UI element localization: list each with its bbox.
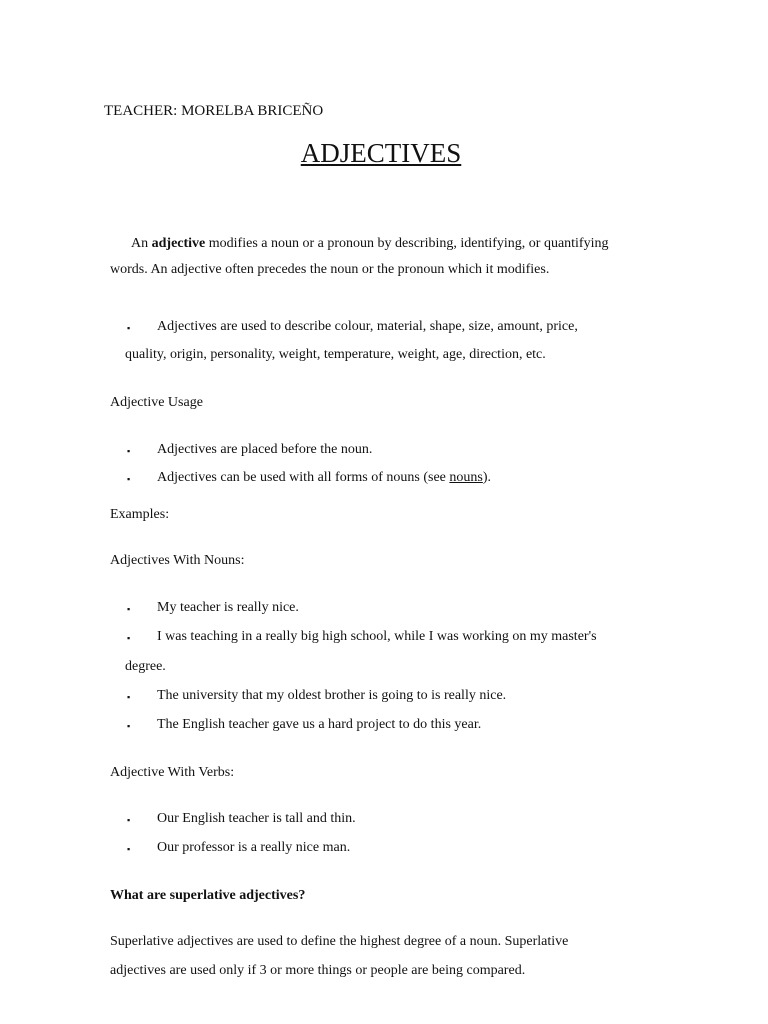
describe-line-2: quality, origin, personality, weight, temperature, weight, age, direction, etc. <box>125 347 546 362</box>
bullet-icon: ▪ <box>127 633 131 643</box>
examples-label: Examples: <box>110 507 170 522</box>
nouns-item-1: My teacher is really nice. <box>157 600 299 615</box>
describe-line-1: Adjectives are used to describe colour, material, shape, size, amount, price, <box>157 319 578 334</box>
nouns-item-3: The university that my oldest brother is going to is really nice. <box>157 688 507 703</box>
intro-line-2: words. An adjective often precedes the noun or the pronoun which it modifies. <box>110 262 550 277</box>
verbs-item-2: Our professor is a really nice man. <box>157 840 351 855</box>
intro-prefix: An <box>131 236 152 251</box>
page-title: ADJECTIVES <box>300 138 462 168</box>
superlative-line-2: adjectives are used only if 3 or more things or people are being compared. <box>110 963 526 978</box>
with-verbs-heading: Adjective With Verbs: <box>110 765 235 780</box>
usage-heading: Adjective Usage <box>110 395 203 410</box>
usage-item-2 <box>157 470 491 486</box>
bullet-icon: ▪ <box>127 323 131 333</box>
usage-item-2-suffix: ). <box>482 470 491 485</box>
nouns-link[interactable]: nouns <box>449 470 483 485</box>
superlative-heading: What are superlative adjectives? <box>110 888 306 903</box>
bullet-icon: ▪ <box>127 844 131 854</box>
intro-bold-word: adjective <box>151 236 206 251</box>
bullet-icon: ▪ <box>127 474 131 484</box>
usage-item-2-prefix: Adjectives can be used with all forms of nouns (see <box>157 470 450 485</box>
with-nouns-heading: Adjectives With Nouns: <box>110 553 245 568</box>
intro-line-1 <box>131 236 609 252</box>
nouns-item-2-line-1: I was teaching in a really big high school, while I was working on my master's <box>157 629 597 644</box>
superlative-line-1: Superlative adjectives are used to define the highest degree of a noun. Superlative <box>110 934 569 949</box>
bullet-icon: ▪ <box>127 604 131 614</box>
bullet-icon: ▪ <box>127 721 131 731</box>
nouns-item-2-line-2: degree. <box>125 659 166 674</box>
bullet-icon: ▪ <box>127 692 131 702</box>
nouns-item-4: The English teacher gave us a hard project to do this year. <box>157 717 482 732</box>
verbs-item-1: Our English teacher is tall and thin. <box>157 811 356 826</box>
teacher-name: TEACHER: MORELBA BRICEÑO <box>104 103 324 119</box>
intro-line-1-rest: modifies a noun or a pronoun by describing, identifying, or quantifying <box>205 236 609 251</box>
usage-item-1: Adjectives are placed before the noun. <box>157 442 373 457</box>
bullet-icon: ▪ <box>127 815 131 825</box>
bullet-icon: ▪ <box>127 446 131 456</box>
